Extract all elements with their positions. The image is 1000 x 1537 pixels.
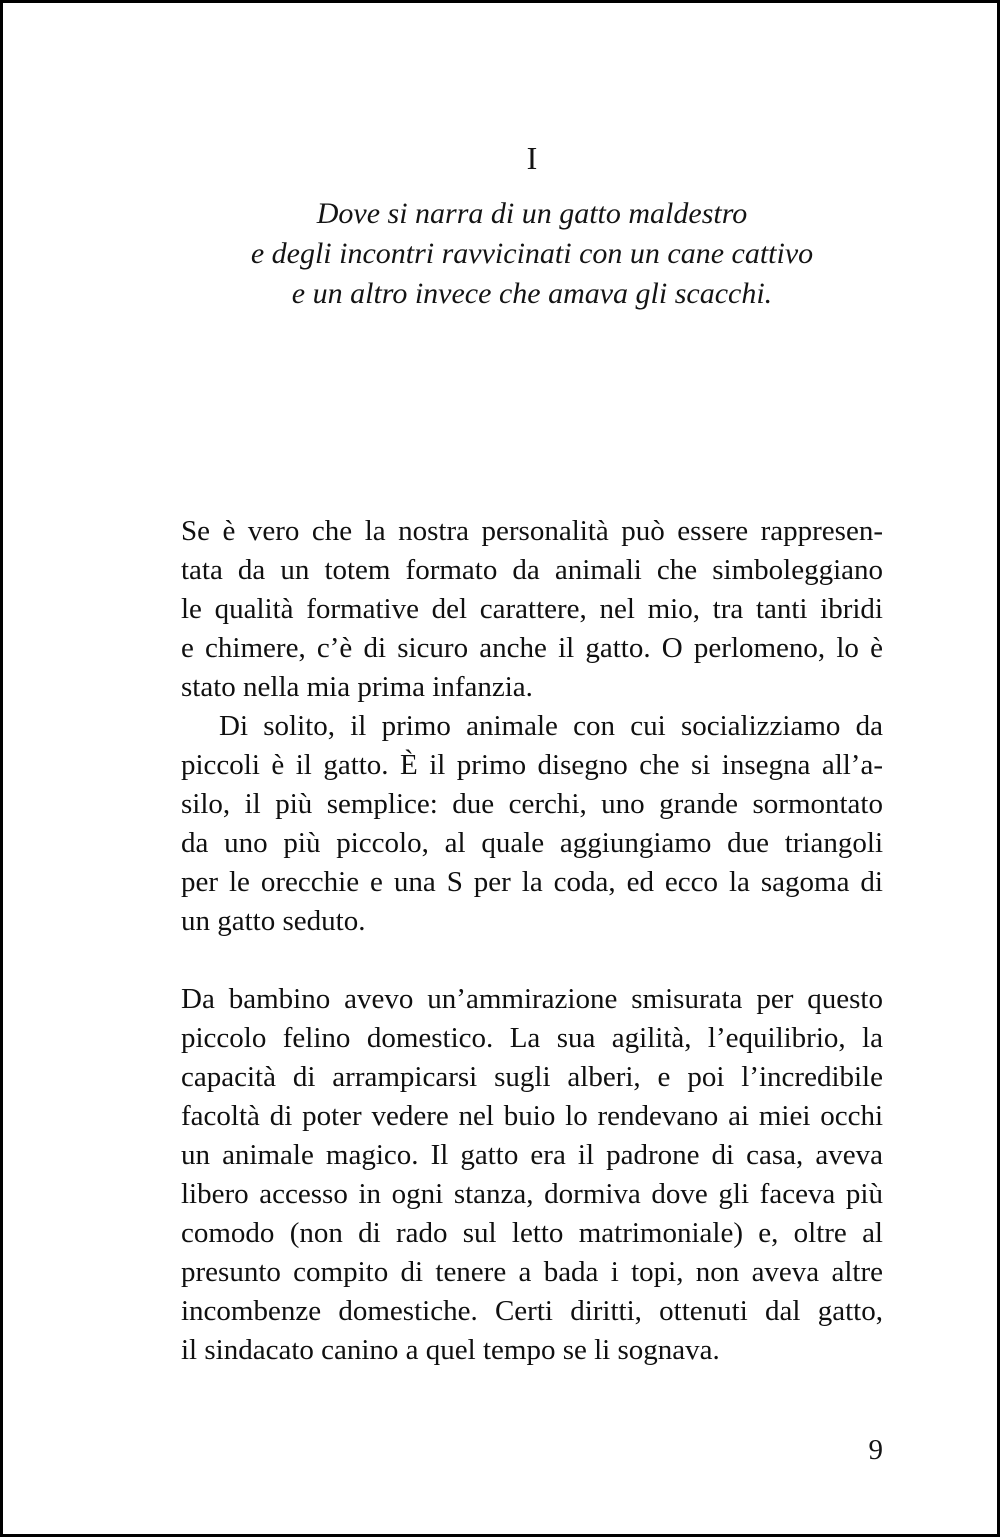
text-line: un animale magico. Il gatto era il padrone di casa, aveva [181,1139,883,1171]
page-number: 9 [868,1434,883,1466]
chapter-heading [181,138,883,314]
paragraph [181,980,883,1370]
text-line: incombenze domestiche. Certi diritti, ottenuti dal gatto, [181,1295,883,1327]
chapter-subtitle [181,194,883,314]
text-line: stato nella mia prima infanzia. [181,671,533,703]
text-line: capacità di arrampicarsi sugli alberi, e poi l’incredibile [181,1061,883,1093]
text-line: comodo (non di rado sul letto matrimoniale) e, oltre al [181,1217,883,1249]
text-line: da uno più piccolo, al quale aggiungiamo due triangoli [181,827,883,859]
paragraph [181,707,883,941]
paragraph [181,512,883,707]
text-line: Se è vero che la nostra personalità può essere rappresen- [181,515,883,547]
text-line: per le orecchie e una S per la coda, ed ecco la sagoma di [181,866,883,898]
text-line: Da bambino avevo un’ammirazione smisurata per questo [181,983,883,1015]
text-line: il sindacato canino a quel tempo se li sognava. [181,1334,720,1366]
text-line: facoltà di poter vedere nel buio lo rendevano ai miei occhi [181,1100,883,1132]
subtitle-line: e un altro invece che amava gli scacchi. [291,277,773,310]
text-line: presunto compito di tenere a bada i topi, non aveva altre [181,1256,883,1288]
text-line: silo, il più semplice: due cerchi, uno grande sormontato [181,788,883,820]
subtitle-line: e degli incontri ravvicinati con un cane cattivo [250,237,814,270]
text-line: e chimere, c’è di sicuro anche il gatto. O perlomeno, lo è [181,632,883,664]
text-line: piccolo felino domestico. La sua agilità, l’equilibrio, la [181,1022,883,1054]
body-text [181,512,883,1370]
text-line: Di solito, il primo animale con cui socializziamo da [219,710,883,742]
subtitle-line: Dove si narra di un gatto maldestro [316,197,748,230]
text-line: le qualità formative del carattere, nel mio, tra tanti ibridi [181,593,883,625]
text-line: libero accesso in ogni stanza, dormiva dove gli faceva più [181,1178,883,1210]
chapter-number: I [526,140,538,176]
text-line: piccoli è il gatto. È il primo disegno che si insegna all’a- [181,749,883,781]
text-line: un gatto seduto. [181,905,366,937]
text-line: tata da un totem formato da animali che simboleggiano [181,554,883,586]
